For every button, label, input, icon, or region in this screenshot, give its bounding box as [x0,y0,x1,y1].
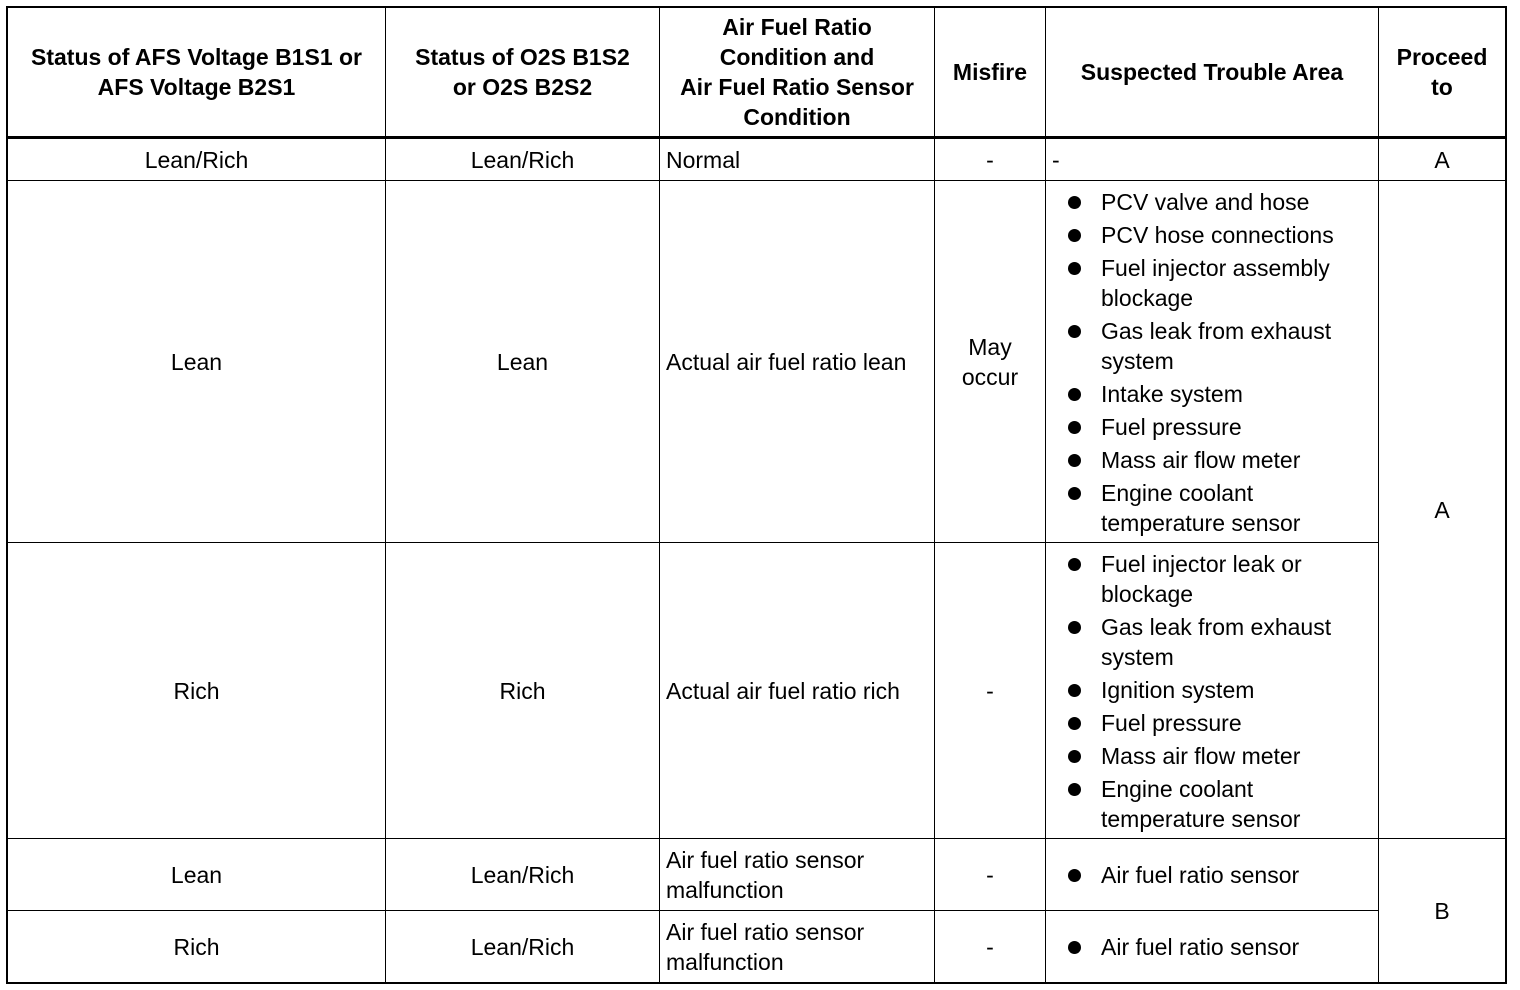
row4-condition: Air fuel ratio sensor malfunction [666,846,865,903]
trouble-item: PCV hose connections [1046,220,1378,250]
row4-misfire: - [986,861,994,888]
row4-o2s: Lean/Rich [470,861,575,888]
row5-o2s: Lean/Rich [470,934,575,960]
header-air-fuel-condition: Air Fuel Ratio Condition and Air Fuel Ratio Sensor Condition [680,14,914,130]
trouble-item: Intake system [1046,379,1378,409]
trouble-item: Gas leak from exhaust system [1046,612,1378,672]
header-afs-status: Status of AFS Voltage B1S1 or AFS Voltage B2S1 [31,44,362,100]
row5-trouble-list [1046,911,1378,983]
row3-condition: Actual air fuel ratio rich [666,677,900,704]
header-o2s-status: Status of O2S B1S2 or O2S B2S2 [415,44,630,100]
row1-afs: Lean/Rich [144,146,249,173]
proceed-rows4-5: B [1434,898,1450,924]
trouble-item: Mass air flow meter [1046,741,1378,771]
row3-o2s: Rich [499,677,546,704]
row3-afs: Rich [173,677,220,704]
trouble-item: PCV valve and hose [1046,187,1378,217]
trouble-item: Gas leak from exhaust system [1046,316,1378,376]
row1-o2s: Lean/Rich [470,146,575,173]
row4-trouble-list [1046,839,1378,910]
row1-condition: Normal [666,146,741,173]
row2-misfire: May occur [961,333,1019,390]
trouble-item: Mass air flow meter [1046,445,1378,475]
proceed-rows2-3: A [1434,496,1450,523]
trouble-item: Fuel injector assembly blockage [1046,253,1378,313]
trouble-item: Fuel pressure [1046,412,1378,442]
row2-condition: Actual air fuel ratio lean [666,348,907,375]
row3-trouble-list [1046,549,1378,837]
header-suspected-trouble-area: Suspected Trouble Area [1080,59,1344,85]
row5-misfire: - [986,934,994,960]
trouble-item: Fuel injector leak or blockage [1046,549,1378,609]
header-misfire: Misfire [952,59,1028,85]
row1-trouble-area: - [1052,146,1060,173]
trouble-item: Ignition system [1046,675,1378,705]
proceed-row1: A [1434,146,1450,173]
row5-condition: Air fuel ratio sensor malfunction [666,919,865,975]
trouble-item: Fuel pressure [1046,708,1378,738]
row1-misfire: - [986,146,994,173]
row3-misfire: - [986,677,994,704]
trouble-item: Air fuel ratio sensor [1046,860,1378,890]
row2-trouble-list [1046,187,1378,541]
trouble-item: Engine coolant temperature sensor [1046,774,1378,834]
trouble-item: Air fuel ratio sensor [1046,932,1378,962]
row4-afs: Lean [170,861,223,888]
row2-o2s: Lean [496,348,549,375]
trouble-item: Engine coolant temperature sensor [1046,478,1378,538]
row5-afs: Rich [173,934,220,960]
header-proceed-to: Proceed to [1396,44,1488,100]
row2-afs: Lean [170,348,223,375]
